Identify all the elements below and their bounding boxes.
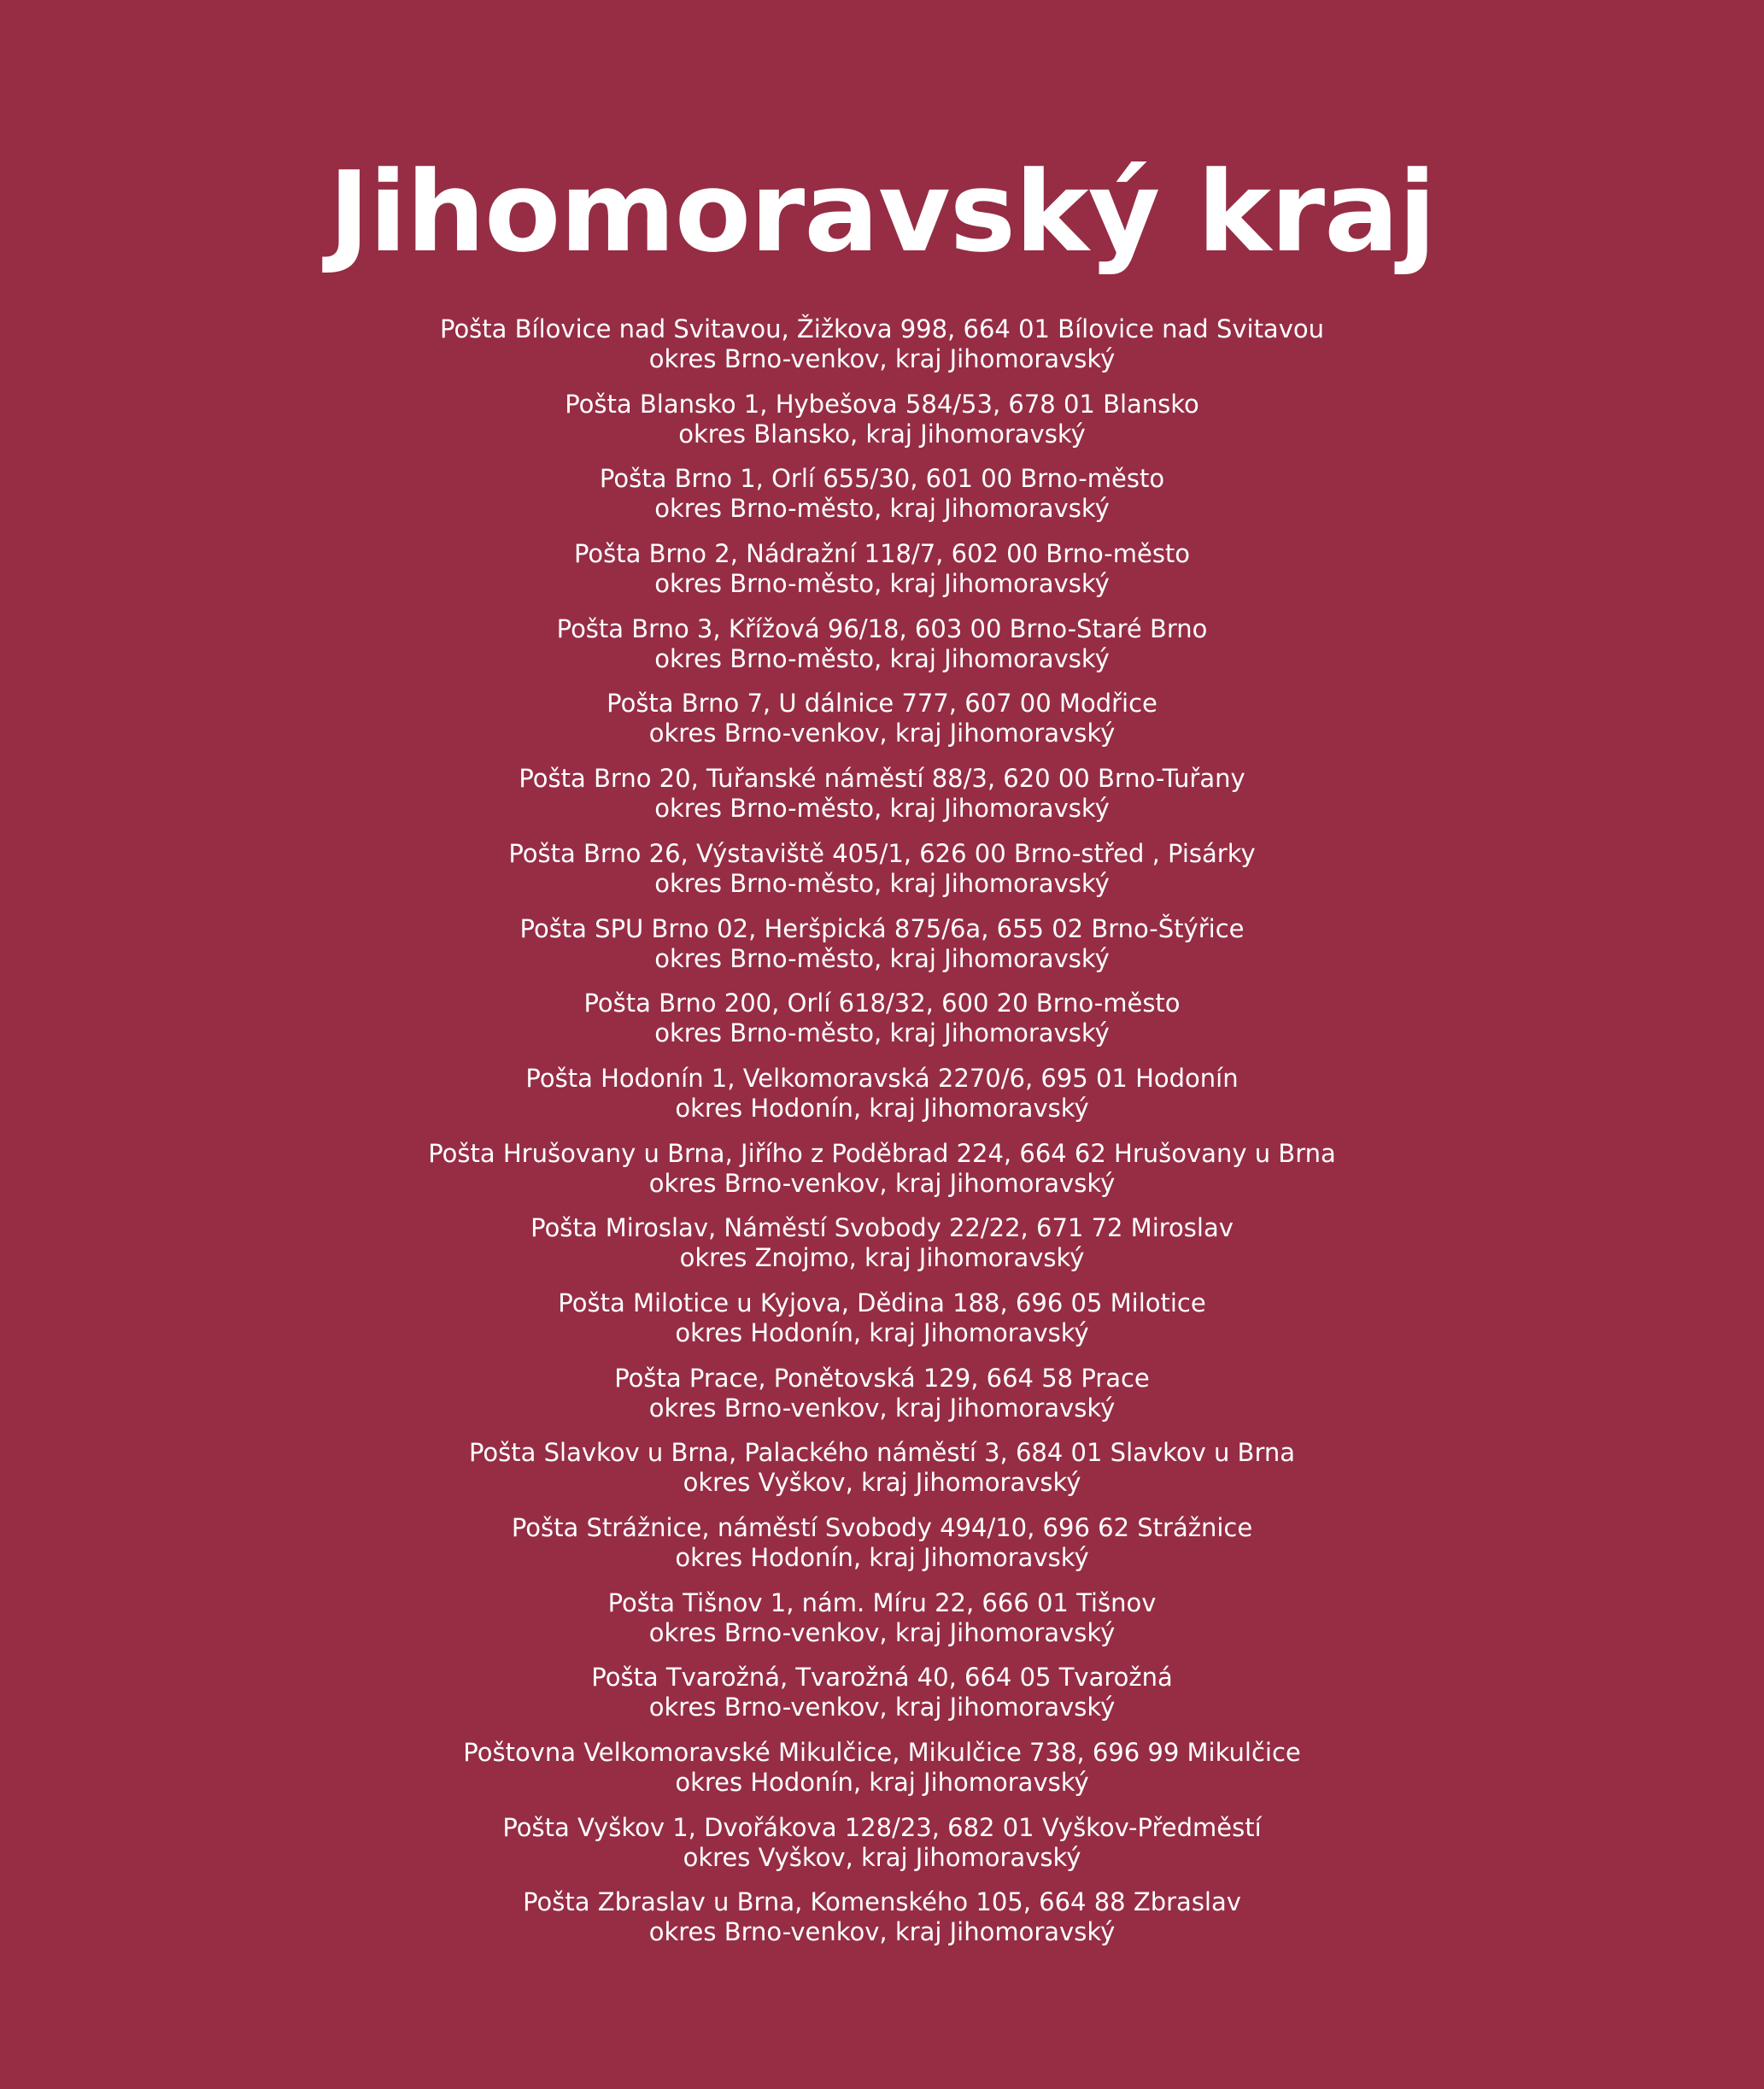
post-office-address: Tvarožná 40, 664 05 Tvarožná: [795, 1663, 1173, 1693]
post-office-district: okres Brno-venkov, kraj Jihomoravský: [648, 719, 1116, 748]
list-item: [0, 1663, 1764, 1738]
entry-line-1: Pošta Brno 7, U dálnice 777, 607 00 Modřice: [607, 689, 1157, 719]
post-office-district: okres Brno-město, kraj Jihomoravský: [654, 643, 1110, 673]
post-office-district: okres Znojmo, kraj Jihomoravský: [679, 1243, 1085, 1273]
entry-line-1: Pošta Bílovice nad Svitavou, Žižkova 998, 664 01 Bílovice nad Svitavou: [439, 314, 1324, 343]
post-office-address: Náměstí Svobody 22/22, 671 72 Miroslav: [724, 1213, 1234, 1243]
list-item: [0, 1288, 1764, 1364]
entry-line-1: Pošta Slavkov u Brna, Palackého náměstí 3, 684 01 Slavkov u Brna: [468, 1438, 1296, 1468]
list-item: [0, 989, 1764, 1064]
post-office-name: Pošta Hrušovany u Brna: [428, 1138, 725, 1168]
post-office-address: Dvořákova 128/23, 682 01 Vyškov-Předměstí: [704, 1812, 1262, 1842]
post-office-address: nám. Míru 22, 666 01 Tišnov: [801, 1587, 1157, 1617]
post-office-name: Pošta Brno 1: [599, 464, 756, 494]
post-office-address: Žižkova 998, 664 01 Bílovice nad Svitavou: [796, 314, 1324, 343]
entry-line-1: Pošta Prace, Ponětovská 129, 664 58 Prace: [614, 1363, 1150, 1393]
entry-line-1: Pošta Brno 200, Orlí 618/32, 600 20 Brno-město: [583, 989, 1181, 1018]
entry-line-1: Pošta Brno 20, Tuřanské náměstí 88/3, 620 00 Brno-Tuřany: [519, 764, 1245, 794]
post-office-address: Mikulčice 738, 696 99 Mikulčice: [907, 1738, 1301, 1768]
post-office-name: Pošta Brno 3: [556, 613, 713, 643]
post-office-name: Pošta Tišnov 1: [607, 1587, 787, 1617]
list-item: [0, 1364, 1764, 1439]
post-office-name: Pošta Strážnice: [511, 1513, 702, 1542]
entry-line-1: Pošta Milotice u Kyjova, Dědina 188, 696 05 Milotice: [558, 1288, 1206, 1317]
list-item: [0, 314, 1764, 390]
post-office-address: Komenského 105, 664 88 Zbraslav: [810, 1887, 1241, 1917]
list-item: [0, 390, 1764, 465]
post-office-district: okres Brno-venkov, kraj Jihomoravský: [648, 1693, 1116, 1722]
post-office-district: okres Hodonín, kraj Jihomoravský: [675, 1093, 1089, 1123]
entry-line-1: Poštovna Velkomoravské Mikulčice, Mikulčice 738, 696 99 Mikulčice: [463, 1738, 1301, 1768]
post-office-name: Pošta Brno 2: [573, 539, 730, 569]
post-office-name: Pošta Milotice u Kyjova: [558, 1288, 841, 1317]
post-office-district: okres Brno-venkov, kraj Jihomoravský: [648, 1617, 1116, 1647]
post-office-district: okres Blansko, kraj Jihomoravský: [678, 419, 1086, 449]
entry-line-1: Pošta Brno 3, Křížová 96/18, 603 00 Brno-Staré Brno: [556, 613, 1208, 643]
post-office-address: Orlí 618/32, 600 20 Brno-město: [787, 989, 1181, 1018]
post-office-name: Pošta Tvarožná: [591, 1663, 780, 1693]
list-item: [0, 914, 1764, 989]
post-office-name: Pošta Brno 7: [607, 689, 763, 719]
post-office-name: Pošta Brno 200: [583, 989, 772, 1018]
post-office-district: okres Hodonín, kraj Jihomoravský: [675, 1543, 1089, 1572]
post-office-district: okres Brno-venkov, kraj Jihomoravský: [648, 1917, 1116, 1947]
post-office-address: U dálnice 777, 607 00 Modřice: [778, 689, 1157, 719]
entry-line-1: Pošta Brno 2, Nádražní 118/7, 602 00 Brno-město: [573, 539, 1191, 569]
post-office-district: okres Brno-město, kraj Jihomoravský: [654, 794, 1110, 824]
post-office-address: Velkomoravská 2270/6, 695 01 Hodonín: [742, 1063, 1239, 1093]
entry-line-1: Pošta Strážnice, náměstí Svobody 494/10, 696 62 Strážnice: [511, 1513, 1253, 1542]
post-office-list: [0, 314, 1764, 1963]
list-item: [0, 539, 1764, 614]
post-office-district: okres Hodonín, kraj Jihomoravský: [675, 1317, 1089, 1347]
list-item: [0, 689, 1764, 764]
post-office-address: Dědina 188, 696 05 Milotice: [857, 1288, 1206, 1317]
list-item: [0, 1588, 1764, 1664]
list-item: [0, 1213, 1764, 1288]
list-item: [0, 1813, 1764, 1888]
post-office-address: Heršpická 875/6a, 655 02 Brno-Štýřice: [764, 913, 1245, 943]
entry-line-1: Pošta Brno 1, Orlí 655/30, 601 00 Brno-město: [599, 464, 1165, 494]
post-office-district: okres Hodonín, kraj Jihomoravský: [675, 1768, 1089, 1798]
post-office-name: Pošta Zbraslav u Brna: [523, 1887, 795, 1917]
list-item: [0, 614, 1764, 689]
post-office-address: Palackého náměstí 3, 684 01 Slavkov u Brna: [744, 1438, 1296, 1468]
post-office-district: okres Brno-venkov, kraj Jihomoravský: [648, 1168, 1116, 1198]
post-office-address: Orlí 655/30, 601 00 Brno-město: [771, 464, 1165, 494]
post-office-name: Poštovna Velkomoravské Mikulčice: [463, 1738, 893, 1768]
post-office-name: Pošta Prace: [614, 1363, 759, 1393]
list-item: [0, 1513, 1764, 1588]
entry-line-1: Pošta Hodonín 1, Velkomoravská 2270/6, 695 01 Hodonín: [525, 1063, 1239, 1093]
post-office-address: Ponětovská 129, 664 58 Prace: [773, 1363, 1150, 1393]
post-office-name: Pošta Blansko 1: [565, 389, 760, 419]
list-item: [0, 1887, 1764, 1963]
list-item: [0, 764, 1764, 839]
post-office-district: okres Brno-město, kraj Jihomoravský: [654, 943, 1110, 973]
post-office-address: Tuřanské náměstí 88/3, 620 00 Brno-Tuřany: [706, 764, 1245, 794]
post-office-address: Jiřího z Poděbrad 224, 664 62 Hrušovany u Brna: [741, 1138, 1336, 1168]
post-office-address: Výstaviště 405/1, 626 00 Brno-střed , Pisárky: [695, 838, 1256, 868]
post-office-name: Pošta Miroslav: [530, 1213, 708, 1243]
list-item: [0, 1738, 1764, 1813]
page-title: Jihomoravský kraj: [328, 147, 1436, 277]
post-office-district: okres Brno-město, kraj Jihomoravský: [654, 868, 1110, 898]
entry-line-1: Pošta Vyškov 1, Dvořákova 128/23, 682 01 Vyškov-Předměstí: [502, 1812, 1262, 1842]
post-office-name: Pošta Bílovice nad Svitavou: [439, 314, 782, 343]
entry-line-1: Pošta Blansko 1, Hybešova 584/53, 678 01 Blansko: [565, 389, 1199, 419]
post-office-address: Křížová 96/18, 603 00 Brno-Staré Brno: [728, 613, 1208, 643]
post-office-name: Pošta Slavkov u Brna: [468, 1438, 729, 1468]
entry-line-1: Pošta Miroslav, Náměstí Svobody 22/22, 671 72 Miroslav: [530, 1213, 1234, 1243]
post-office-district: okres Brno-venkov, kraj Jihomoravský: [648, 344, 1116, 373]
post-office-district: okres Vyškov, kraj Jihomoravský: [683, 1842, 1081, 1872]
post-office-name: Pošta SPU Brno 02: [519, 913, 749, 943]
list-item: [0, 1064, 1764, 1139]
post-office-district: okres Brno-město, kraj Jihomoravský: [654, 494, 1110, 524]
list-item: [0, 1139, 1764, 1214]
post-office-address: náměstí Svobody 494/10, 696 62 Strážnice: [717, 1513, 1253, 1542]
list-item: [0, 1438, 1764, 1513]
post-office-district: okres Brno-venkov, kraj Jihomoravský: [648, 1393, 1116, 1423]
post-office-district: okres Vyškov, kraj Jihomoravský: [683, 1468, 1081, 1498]
post-office-name: Pošta Hodonín 1: [525, 1063, 728, 1093]
entry-line-1: Pošta SPU Brno 02, Heršpická 875/6a, 655 02 Brno-Štýřice: [519, 913, 1245, 943]
list-item: [0, 839, 1764, 914]
post-office-address: Nádražní 118/7, 602 00 Brno-město: [746, 539, 1191, 569]
post-office-district: okres Brno-město, kraj Jihomoravský: [654, 1018, 1110, 1048]
entry-line-1: Pošta Zbraslav u Brna, Komenského 105, 664 88 Zbraslav: [523, 1887, 1241, 1917]
entry-line-1: Pošta Brno 26, Výstaviště 405/1, 626 00 Brno-střed , Pisárky: [508, 838, 1256, 868]
list-item: [0, 464, 1764, 539]
post-office-name: Pošta Vyškov 1: [502, 1812, 689, 1842]
post-office-district: okres Brno-město, kraj Jihomoravský: [654, 569, 1110, 599]
post-office-name: Pošta Brno 20: [519, 764, 691, 794]
entry-line-1: Pošta Hrušovany u Brna, Jiřího z Poděbrad 224, 664 62 Hrušovany u Brna: [428, 1138, 1336, 1168]
entry-line-1: Pošta Tvarožná, Tvarožná 40, 664 05 Tvarožná: [591, 1663, 1173, 1693]
entry-line-1: Pošta Tišnov 1, nám. Míru 22, 666 01 Tišnov: [607, 1587, 1157, 1617]
post-office-address: Hybešova 584/53, 678 01 Blansko: [775, 389, 1199, 419]
post-office-name: Pošta Brno 26: [508, 838, 681, 868]
